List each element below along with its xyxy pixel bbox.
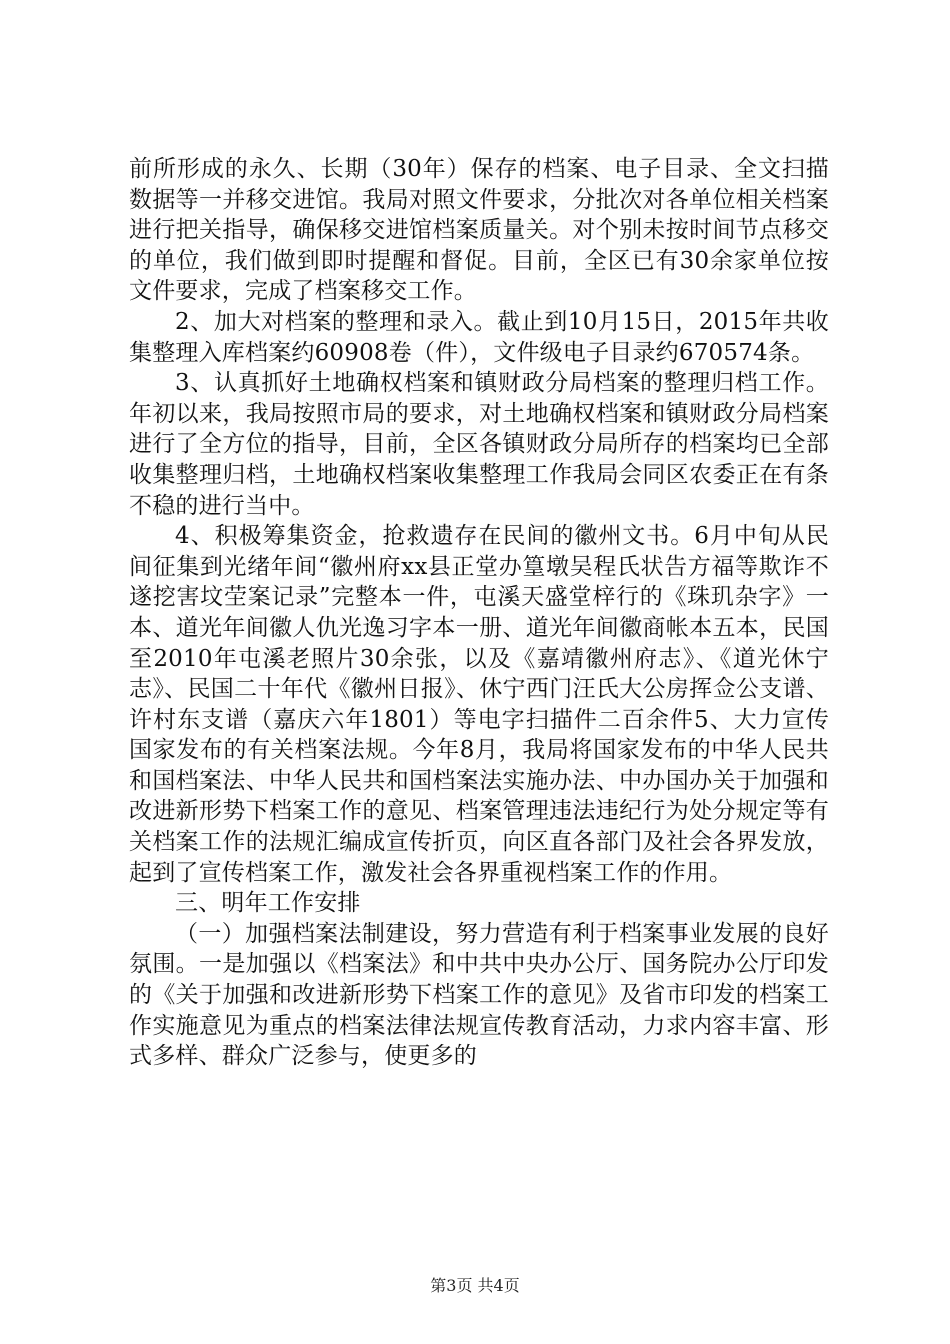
paragraph-item-2: 2、加大对档案的整理和录入。截止到10月15日，2015年共收集整理入库档案约60908卷（件），文件级电子目录约670574条。 <box>129 308 829 366</box>
document-body <box>129 154 829 1072</box>
page-number-footer: 第3页 共4页 <box>430 1276 520 1295</box>
paragraph-continuation: 前所形成的永久、长期（30年）保存的档案、电子目录、全文扫描数据等一并移交进馆。我局对照文件要求，分批次对各单位相关档案进行把关指导，确保移交进馆档案质量关。对个别未按时间节点移交的单位，我们做到即时提醒和督促。目前，全区已有30余家单位按文件要求，完成了档案移交工作。 <box>129 156 829 305</box>
paragraph-plan-1: （一）加强档案法制建设，努力营造有利于档案事业发展的良好氛围。一是加强以《档案法》和中共中央办公厅、国务院办公厅印发的《关于加强和改进新形势下档案工作的意见》及省市印发的档案工作实施意见为重点的档案法律法规宣传教育活动，力求内容丰富、形式多样、群众广泛参与，使更多的 <box>129 920 829 1070</box>
section-heading-next-year-plan: 三、明年工作安排 <box>175 890 361 917</box>
paragraph-item-3: 3、认真抓好土地确权档案和镇财政分局档案的整理归档工作。年初以来，我局按照市局的要求，对土地确权档案和镇财政分局档案进行了全方位的指导，目前，全区各镇财政分局所存的档案均已全部收集整理归档，土地确权档案收集整理工作我局会同区农委正在有条不稳的进行当中。 <box>129 370 829 519</box>
paragraph-item-4: 4、积极筹集资金，抢救遗存在民间的徽州文书。6月中旬从民间征集到光绪年间“徽州府xx县正堂办篁墩吴程氏状告方福等欺诈不遂挖害坟茔案记录”完整本一件，屯溪天盛堂梓行的《珠玑杂字》一本、道光年间徽人仇光逸习字本一册、道光年间徽商帐本五本，民国至2010年屯溪老照片30余张，以及《嘉靖徽州府志》、《道光休宁志》、民国二十年代《徽州日报》、休宁西门汪氏大公房挥佥公支谱、许村东支谱（嘉庆六年1801）等电字扫描件二百余件5、大力宣传国家发布的有关档案法规。今年8月，我局将国家发布的中华人民共和国档案法、中华人民共和国档案法实施办法、中办国办关于加强和改进新形势下档案工作的意见、档案管理违法违纪行为处分规定等有关档案工作的法规汇编成宣传折页，向区直各部门及社会各界发放，起到了宣传档案工作，激发社会各界重视档案工作的作用。 <box>129 523 829 886</box>
